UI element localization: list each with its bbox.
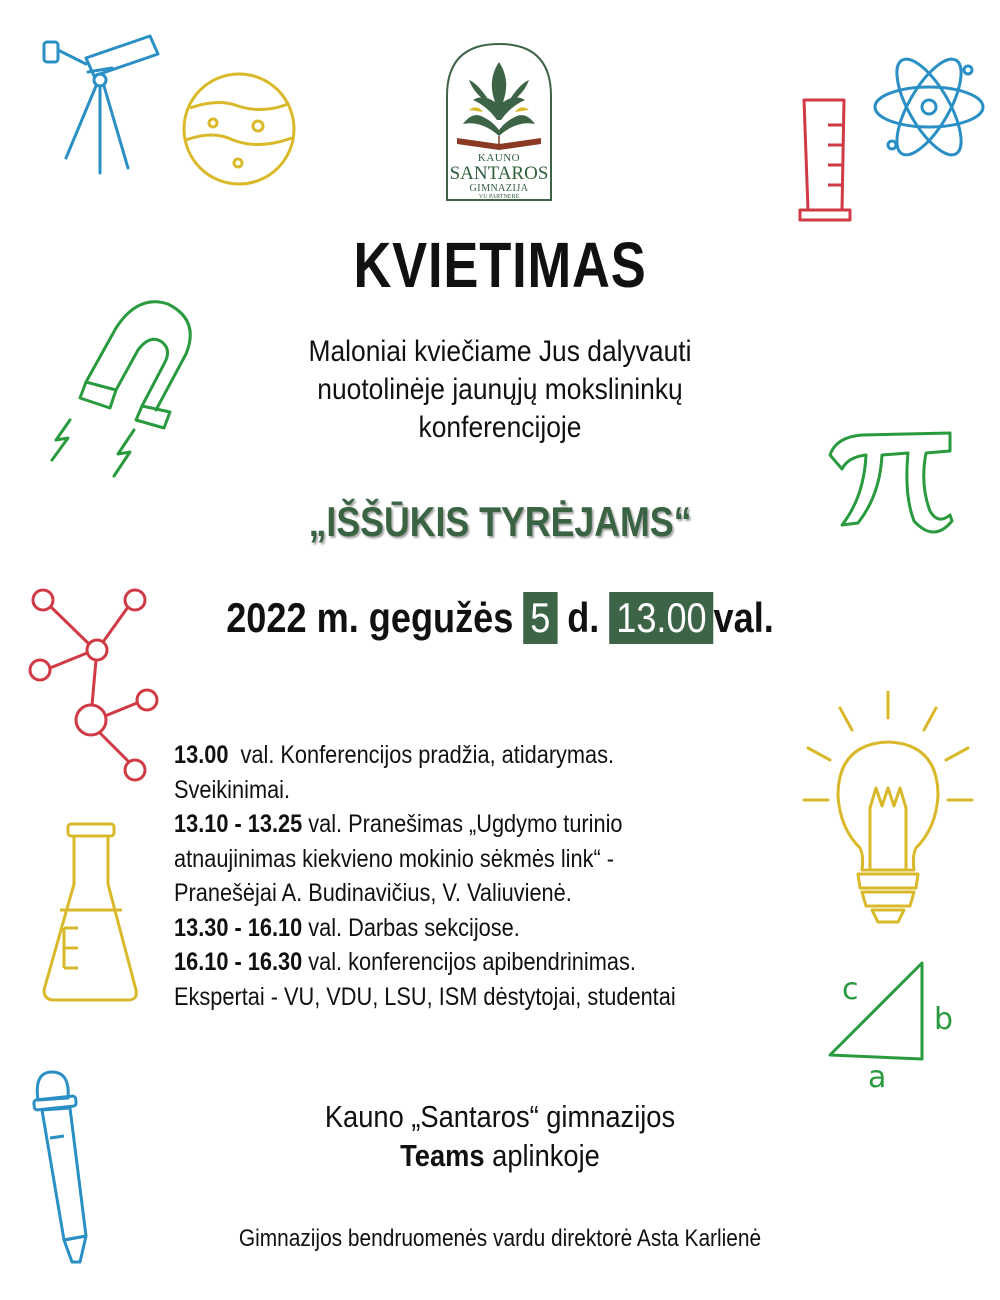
schedule-item: [174, 807, 740, 842]
planet-icon: [178, 68, 300, 190]
schedule-item-continuation: atnaujinimas kiekvieno mokinio sėkmės link“ -: [174, 844, 615, 873]
logo-line-gimnazija: GIMNAZIJA: [469, 183, 529, 194]
logo-line-santaros: SANTAROS: [449, 163, 549, 184]
logo-line-kauno: KAUNO: [477, 152, 521, 164]
logo-line-vu-partnere: VU PARTNERĖ: [478, 194, 520, 200]
flask-icon: [38, 820, 143, 1005]
atom-icon: [872, 50, 987, 165]
triangle-icon: [822, 955, 972, 1095]
schedule-item-continuation: Sveikinimai.: [174, 775, 291, 804]
event-date: [70, 592, 930, 644]
svg-text:c: c: [842, 972, 859, 1007]
invitation-line: konferencijoje: [418, 411, 582, 444]
schedule-text: val. konferencijos apibendrinimas.: [302, 948, 636, 976]
schedule-text: val. Pranešimas „Ugdymo turinio: [302, 810, 623, 838]
platform-teams: Teams: [400, 1138, 485, 1173]
telescope-icon: [38, 28, 163, 183]
conference-name: „IŠŠŪKIS TYRĖJAMS“: [308, 498, 692, 545]
light-bulb-icon: [800, 688, 975, 933]
signature: Gimnazijos bendruomenės vardu direktorė Asta Karlienė: [238, 1225, 762, 1252]
schedule-item-continuation: Pranešėjai A. Budinavičius, V. Valiuvienė.: [174, 879, 572, 907]
platform-info: [60, 1097, 940, 1175]
invitation-line: nuotolinėje jaunųjų mokslininkų: [317, 373, 683, 406]
schedule-time: 13.30 - 16.10: [174, 913, 303, 942]
magnet-icon: [38, 290, 198, 490]
schedule-item: [174, 911, 740, 946]
test-tube-icon: [796, 95, 856, 225]
schedule-time: 13.00: [174, 741, 229, 769]
schedule-time: 16.10 - 16.30: [174, 948, 303, 976]
date-prefix: 2022 m. gegužės: [226, 594, 514, 641]
date-time-badge: 13.00: [609, 592, 713, 644]
schedule: [174, 738, 740, 1014]
invitation-line: Maloniai kviečiame Jus dalyvauti: [308, 335, 692, 368]
school-logo: [443, 40, 555, 202]
schedule-text: val. Darbas sekcijose.: [302, 913, 520, 942]
platform-line: [60, 1136, 940, 1175]
date-day-suffix: d.: [567, 594, 600, 641]
schedule-text: val. Konferencijos pradžia, atidarymas.: [228, 741, 615, 769]
platform-rest: aplinkoje: [484, 1138, 600, 1173]
schedule-time: 13.10 - 13.25: [174, 810, 303, 838]
platform-line: Kauno „Santaros“ gimnazijos: [324, 1099, 676, 1134]
svg-text:a: a: [868, 1060, 887, 1095]
schedule-item-continuation: Ekspertai - VU, VDU, LSU, ISM dėstytojai, studentai: [174, 982, 676, 1011]
schedule-item: [174, 945, 740, 980]
page-title: KVIETIMAS: [353, 229, 647, 301]
svg-text:b: b: [934, 1002, 954, 1037]
date-time-suffix: val.: [713, 594, 774, 641]
schedule-item: [174, 738, 740, 773]
invitation-text: [236, 333, 764, 447]
date-day-badge: 5: [523, 592, 557, 644]
